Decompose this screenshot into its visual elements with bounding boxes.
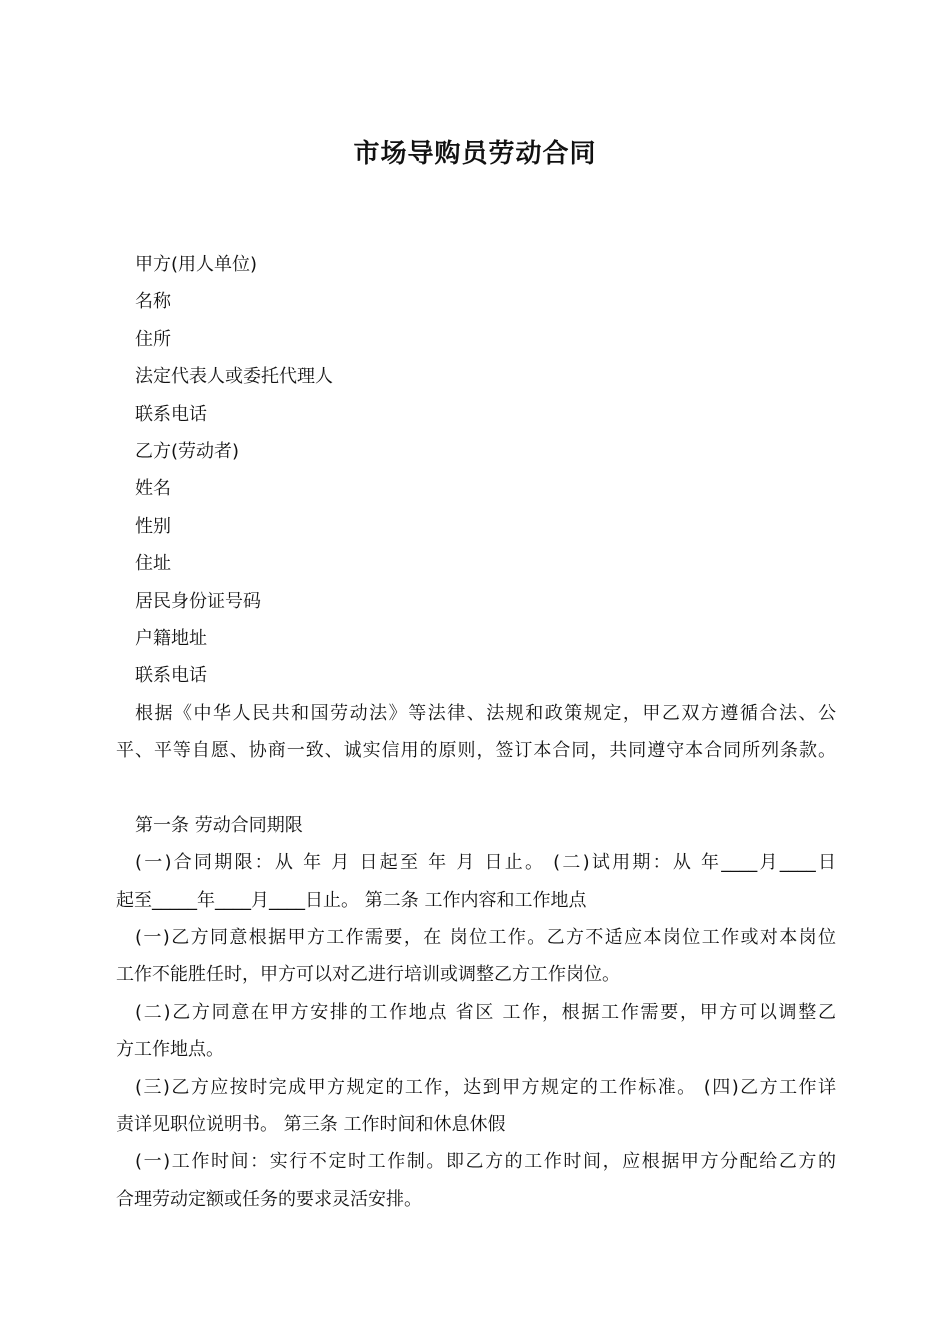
party-b-name-label: 姓名	[135, 478, 171, 500]
party-a-phone-label: 联系电话	[135, 403, 207, 425]
body-line: 工作不能胜任时，甲方可以对乙进行培训或调整乙方工作岗位。	[116, 964, 620, 986]
body-line: 合理劳动定额或任务的要求灵活安排。	[116, 1188, 422, 1210]
party-b-id-label: 居民身份证号码	[135, 590, 261, 612]
party-a-address-label: 住所	[135, 328, 171, 350]
party-b-phone-label: 联系电话	[135, 665, 207, 687]
document-body	[116, 246, 836, 1218]
document-title: 市场导购员劳动合同	[353, 139, 597, 169]
body-line: 方工作地点。	[116, 1039, 224, 1061]
party-b-gender-label: 性别	[135, 515, 171, 537]
preamble-line-2: 平、平等自愿、协商一致、诚实信用的原则，签订本合同，共同遵守本合同所列条款。	[116, 740, 836, 762]
preamble-line-1: 根据《中华人民共和国劳动法》等法律、法规和政策规定，甲乙双方遵循合法、公	[135, 702, 836, 724]
party-a-heading: 甲方(用人单位)	[135, 254, 258, 275]
body-line: (一)乙方同意根据甲方工作需要，在 岗位工作。乙方不适应本岗位工作或对本岗位	[135, 927, 836, 949]
body-line: 起至_____年____月____日止。 第二条 工作内容和工作地点	[116, 889, 587, 911]
paragraph-gap	[116, 769, 836, 806]
party-b-heading: 乙方(劳动者)	[135, 440, 240, 462]
article-1-heading: 第一条 劳动合同期限	[135, 814, 303, 836]
body-line: (一)合同期限：从 年 月 日起至 年 月 日止。 (二)试用期：从 年____月____日	[135, 852, 836, 874]
body-line: (一)工作时间：实行不定时工作制。即乙方的工作时间，应根据甲方分配给乙方的	[135, 1151, 836, 1173]
party-a-name-label: 名称	[135, 291, 171, 313]
body-line: (三)乙方应按时完成甲方规定的工作，达到甲方规定的工作标准。 (四)乙方工作详	[135, 1076, 836, 1098]
party-b-address-label: 住址	[135, 553, 171, 575]
party-b-household-label: 户籍地址	[135, 627, 207, 649]
party-a-rep-label: 法定代表人或委托代理人	[135, 366, 333, 388]
body-line: (二)乙方同意在甲方安排的工作地点 省区 工作，根据工作需要，甲方可以调整乙	[135, 1001, 836, 1023]
body-line: 责详见职位说明书。 第三条 工作时间和休息休假	[116, 1113, 506, 1135]
